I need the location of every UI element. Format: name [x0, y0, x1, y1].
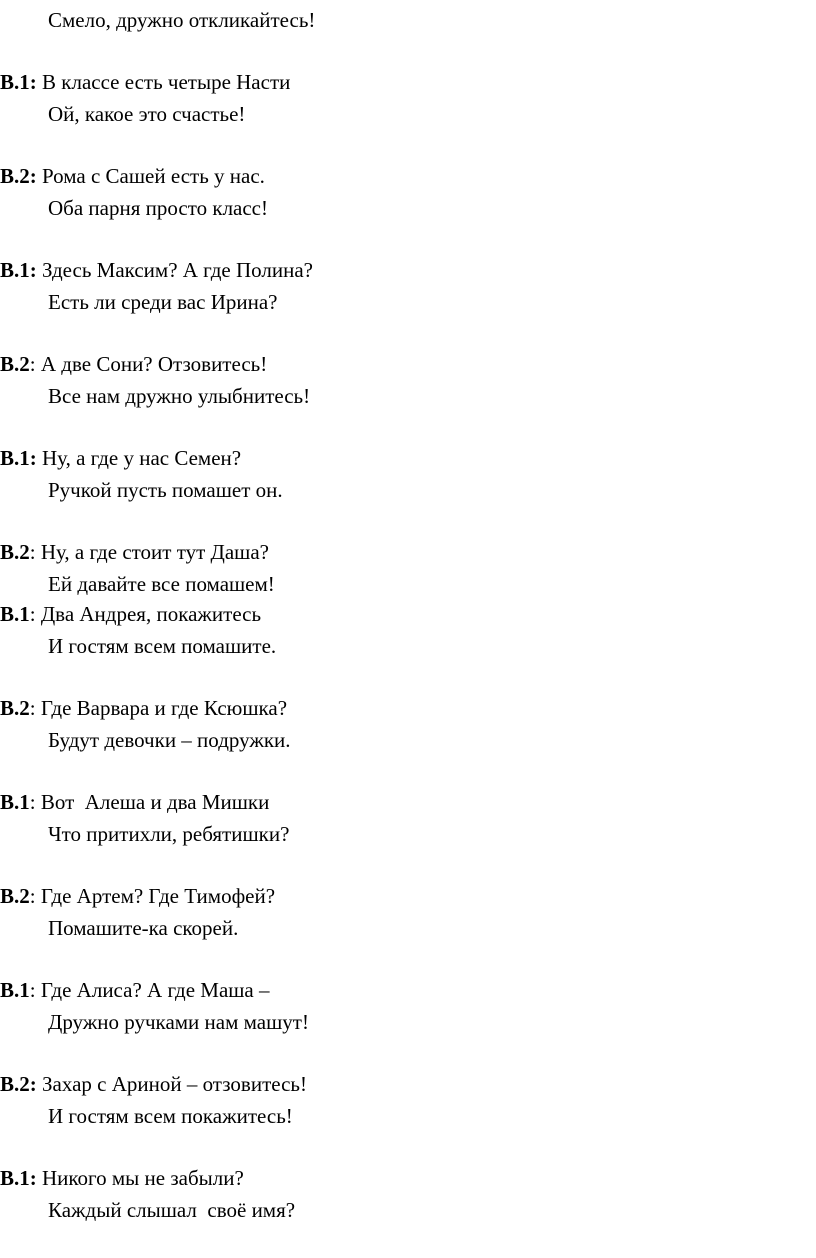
stanza-7-line-1	[0, 602, 261, 626]
speaker-label: В.1:	[0, 258, 37, 282]
stanza-9-line-2: Что притихли, ребятишки?	[48, 822, 290, 846]
speaker-label: В.2	[0, 540, 30, 564]
speaker-separator: :	[29, 790, 36, 814]
speaker-label: В.1:	[0, 446, 37, 470]
stanza-10-line-1	[0, 884, 275, 908]
speaker-separator: :	[29, 352, 36, 376]
stanza-4-line-1	[0, 352, 267, 376]
speaker-label: В.2	[0, 352, 30, 376]
verse-text: В классе есть четыре Насти	[36, 70, 291, 94]
stanza-6-line-2: Ей давайте все помашем!	[48, 572, 275, 596]
speaker-label: В.2	[0, 884, 30, 908]
speaker-label: В.1	[0, 790, 30, 814]
speaker-separator: :	[29, 884, 36, 908]
speaker-label: В.1	[0, 602, 30, 626]
verse-text: А две Сони? Отзовитесь!	[35, 352, 268, 376]
speaker-label: В.1	[0, 978, 30, 1002]
verse-text: Ну, а где у нас Семен?	[36, 446, 242, 470]
stanza-8-line-1	[0, 696, 287, 720]
stanza-8-line-2: Будут девочки – подружки.	[48, 728, 291, 752]
stanza-11-line-1	[0, 978, 270, 1002]
stanza-7-line-2: И гостям всем помашите.	[48, 634, 277, 658]
speaker-separator: :	[29, 696, 36, 720]
stanza-1-line-1	[0, 70, 290, 94]
verse-text: Вот Алеша и два Мишки	[35, 790, 270, 814]
verse-text: Где Варвара и где Ксюшка?	[35, 696, 288, 720]
stanza-2-line-1	[0, 164, 265, 188]
stanza-3-line-2: Есть ли среди вас Ирина?	[48, 290, 278, 314]
speaker-label: В.1:	[0, 1166, 37, 1190]
stanza-1-line-2: Ой, какое это счастье!	[48, 102, 246, 126]
stanza-2-line-2: Оба парня просто класс!	[48, 196, 268, 220]
stanza-13-line-1	[0, 1166, 244, 1190]
verse-text: Рома с Сашей есть у нас.	[36, 164, 265, 188]
intro-line: Смело, дружно откликайтесь!	[48, 8, 316, 32]
stanza-12-line-2: И гостям всем покажитесь!	[48, 1104, 293, 1128]
stanza-12-line-1	[0, 1072, 307, 1096]
speaker-label: В.2	[0, 696, 30, 720]
stanza-11-line-2: Дружно ручками нам машут!	[48, 1010, 309, 1034]
stanza-10-line-2: Помашите-ка скорей.	[48, 916, 239, 940]
stanza-5-line-2: Ручкой пусть помашет он.	[48, 478, 283, 502]
stanza-3-line-1	[0, 258, 313, 282]
speaker-separator: :	[29, 540, 36, 564]
stanza-4-line-2: Все нам дружно улыбнитесь!	[48, 384, 311, 408]
verse-text: Здесь Максим? А где Полина?	[36, 258, 313, 282]
verse-text: Два Андрея, покажитесь	[35, 602, 262, 626]
verse-text: Где Алиса? А где Маша –	[35, 978, 270, 1002]
stanza-5-line-1	[0, 446, 241, 470]
speaker-separator: :	[29, 602, 36, 626]
speaker-label: В.2:	[0, 1072, 37, 1096]
verse-text: Никого мы не забыли?	[36, 1166, 244, 1190]
stanza-9-line-1	[0, 790, 269, 814]
speaker-separator: :	[29, 978, 36, 1002]
speaker-label: В.1:	[0, 70, 37, 94]
stanza-6-line-1	[0, 540, 269, 564]
verse-text: Захар с Ариной – отзовитесь!	[36, 1072, 307, 1096]
verse-text: Где Артем? Где Тимофей?	[35, 884, 276, 908]
verse-text: Ну, а где стоит тут Даша?	[35, 540, 269, 564]
stanza-13-line-2: Каждый слышал своё имя?	[48, 1198, 296, 1222]
speaker-label: В.2:	[0, 164, 37, 188]
